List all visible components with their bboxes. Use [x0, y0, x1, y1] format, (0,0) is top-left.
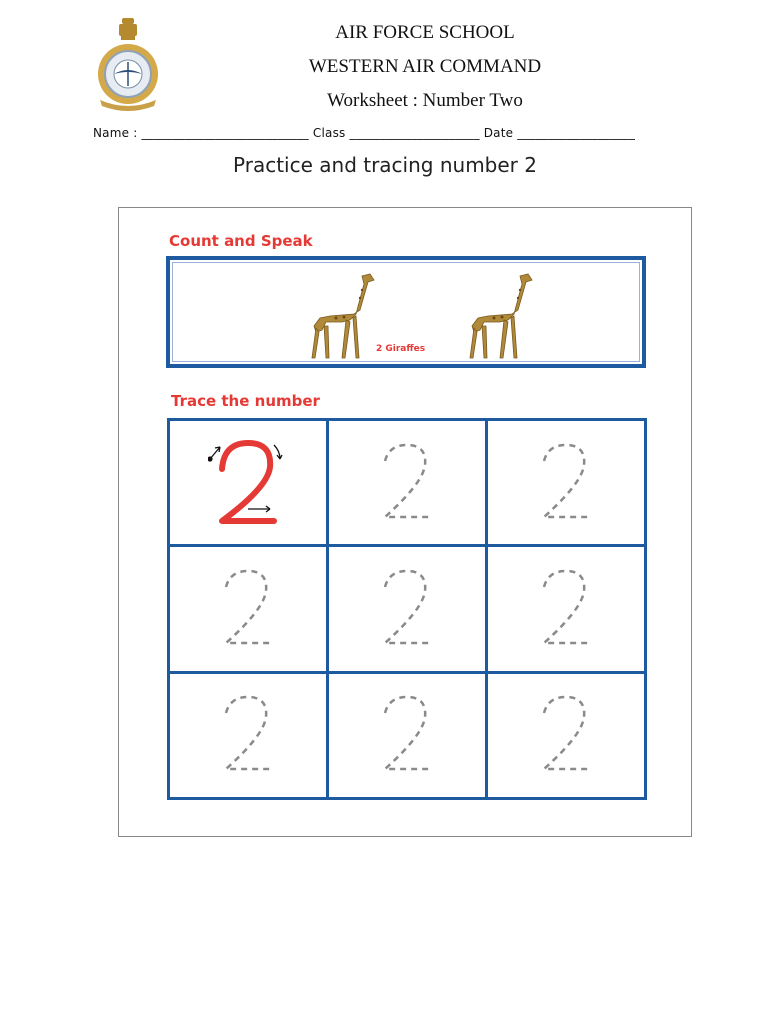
student-info-line — [93, 126, 635, 140]
command-name: WESTERN AIR COMMAND — [308, 56, 542, 77]
trace-cell[interactable] — [488, 421, 644, 544]
worksheet-panel — [118, 207, 692, 837]
dashed-two-digit-icon — [367, 433, 447, 533]
date-label: Date — [483, 126, 518, 140]
class-field[interactable]: _____________________ — [349, 126, 480, 140]
trace-cell-example — [170, 421, 326, 544]
worksheet-title: Worksheet : Number Two — [327, 90, 523, 111]
dashed-two-digit-icon — [526, 559, 606, 659]
page-title: Practice and tracing number 2 — [233, 153, 537, 177]
tracing-grid — [167, 418, 647, 800]
giraffe-caption: 2 Giraffes — [376, 344, 426, 354]
trace-the-number-label: Trace the number — [171, 392, 320, 410]
name-label: Name : — [93, 126, 142, 140]
name-field[interactable]: ___________________________ — [141, 126, 309, 140]
trace-cell[interactable] — [488, 547, 644, 670]
trace-cell[interactable] — [170, 547, 326, 670]
dashed-two-digit-icon — [367, 685, 447, 785]
dashed-two-digit-icon — [526, 433, 606, 533]
giraffe-image — [290, 270, 382, 362]
dashed-two-digit-icon — [208, 559, 288, 659]
date-field[interactable]: ___________________ — [517, 126, 636, 140]
trace-cell[interactable] — [329, 421, 485, 544]
solid-two-digit-icon — [208, 433, 288, 533]
trace-cell[interactable] — [170, 674, 326, 797]
trace-cell[interactable] — [329, 547, 485, 670]
dashed-two-digit-icon — [526, 685, 606, 785]
dashed-two-digit-icon — [367, 559, 447, 659]
giraffe-image — [448, 270, 540, 362]
giraffe-picture-box — [166, 256, 646, 368]
class-label: Class — [312, 126, 350, 140]
trace-cell[interactable] — [329, 674, 485, 797]
dashed-two-digit-icon — [208, 685, 288, 785]
count-and-speak-label: Count and Speak — [169, 232, 313, 250]
school-name: AIR FORCE SCHOOL — [335, 22, 515, 43]
trace-cell[interactable] — [488, 674, 644, 797]
